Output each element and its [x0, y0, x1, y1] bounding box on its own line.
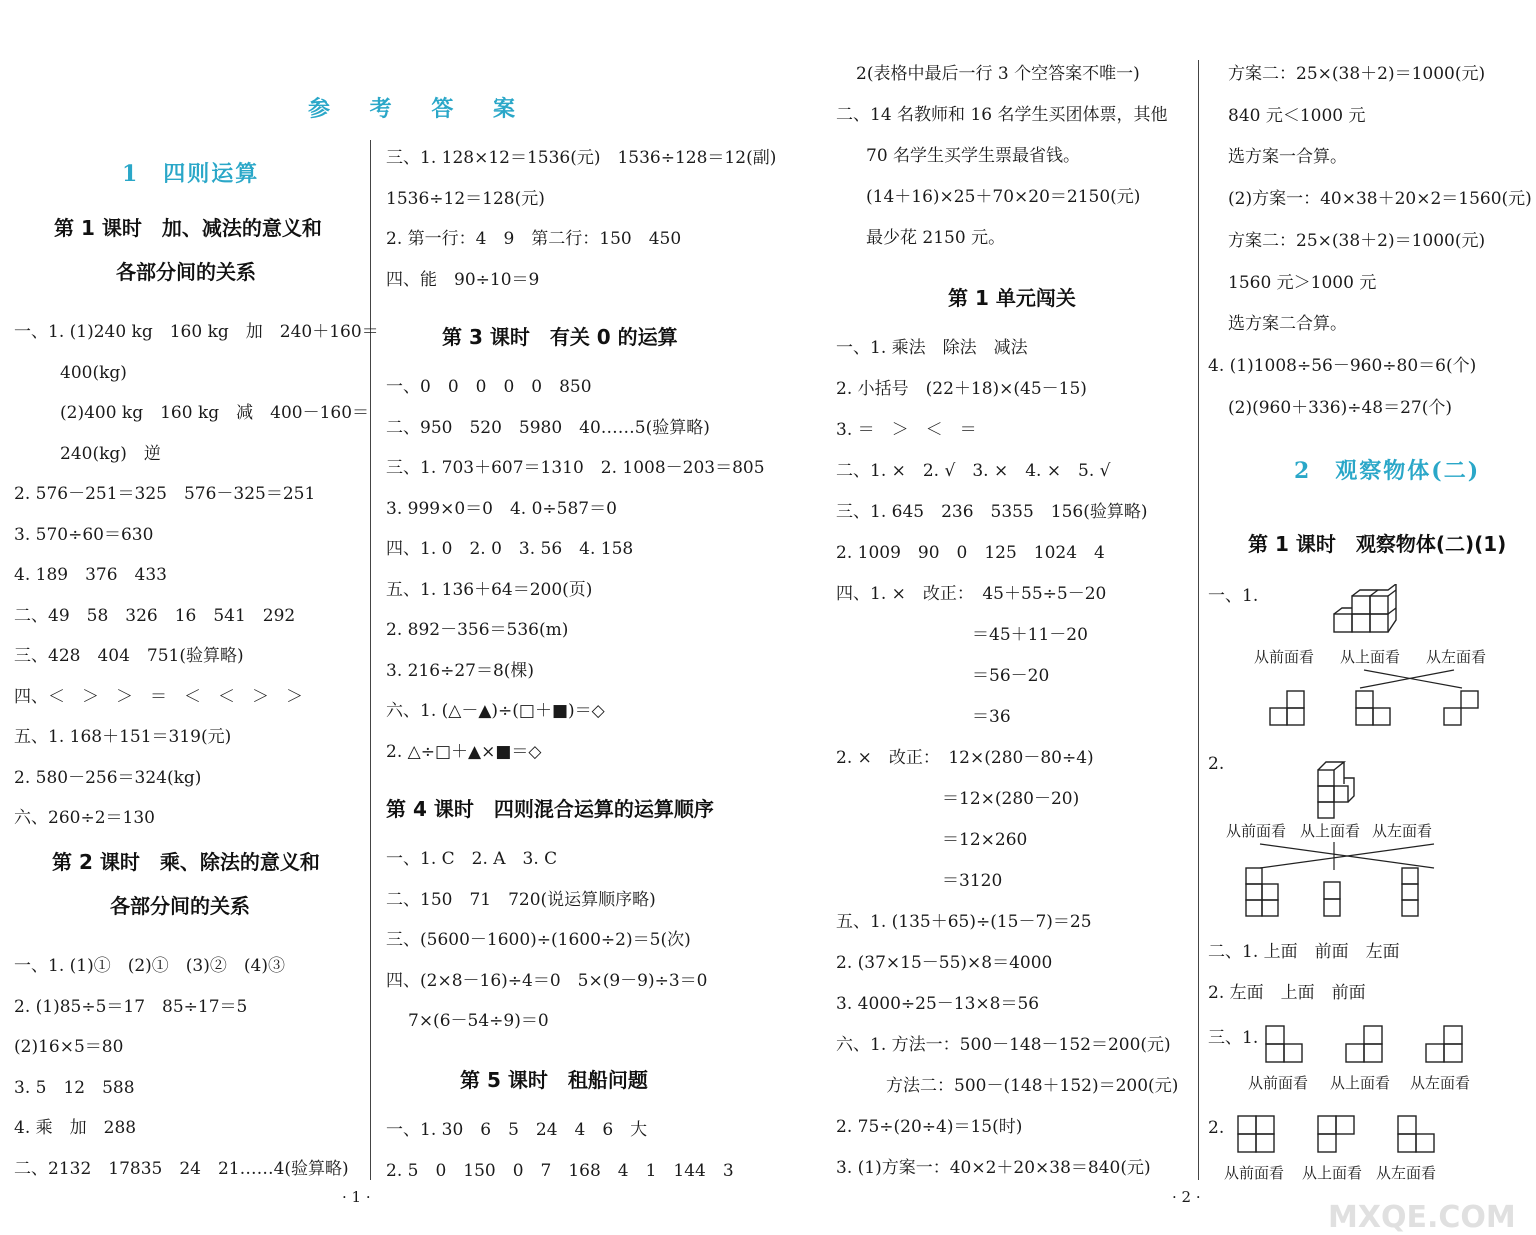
answer-line: 六、1. 方法一：500－148－152＝200(元): [836, 1035, 1171, 1055]
answer-line: 2. 892－356＝536(m): [386, 620, 569, 640]
answer-line: 2. 75÷(20÷4)＝15(时): [836, 1117, 1023, 1137]
watermark: MXQE.COM: [1328, 1200, 1516, 1235]
obs-question-3-2: 2.: [1208, 1118, 1225, 1138]
answer-line: 2. 小括号 (22＋18)×(45－15): [836, 379, 1087, 399]
left-view-shape-2: [1400, 866, 1424, 920]
answer-line: 2(表格中最后一行 3 个空答案不唯一): [856, 64, 1140, 84]
obs-question-1: 一、1.: [1208, 586, 1259, 606]
answer-line: 四、＜ ＞ ＞ ＝ ＜ ＜ ＞ ＞: [14, 686, 303, 707]
answer-line: ＝3120: [942, 871, 1003, 891]
answer-line: 最少花 2150 元。: [866, 228, 1006, 248]
answer-line: 3. 216÷27＝8(棵): [386, 660, 535, 681]
answer-line: 三、1. 645 236 5355 156(验算略): [836, 502, 1148, 522]
top-view-shape-4: [1316, 1114, 1360, 1158]
answer-line: 二、150 71 720(说运算顺序略): [386, 889, 656, 910]
answer-line: 二、49 58 326 16 541 292: [14, 605, 296, 626]
answer-line: 1560 元＞1000 元: [1228, 272, 1377, 293]
answer-line: 二、14 名教师和 16 名学生买团体票，其他: [836, 105, 1168, 125]
answer-line: ＝12×260: [942, 830, 1028, 850]
answer-line: 一、1. (1)240 kg 160 kg 加 240＋160＝: [14, 322, 379, 342]
answer-line: 2. 左面 上面 前面: [1208, 983, 1366, 1003]
column-divider: [370, 140, 371, 1180]
answer-line: 五、1. 136＋64＝200(页): [386, 579, 593, 600]
answer-line: 3. 4000÷25－13×8＝56: [836, 994, 1040, 1014]
answer-line: 三、1. 703＋607＝1310 2. 1008－203＝805: [386, 458, 765, 478]
answer-line: 4. 189 376 433: [14, 565, 167, 585]
answer-line: ＝12×(280－20): [942, 789, 1080, 809]
view-front-label: 从前面看: [1254, 648, 1315, 666]
lesson2-title: 第 2 课时 乘、除法的意义和: [52, 850, 320, 874]
front-view-shape-4: [1236, 1114, 1280, 1158]
page-number: · 2 ·: [1172, 1188, 1201, 1206]
view-front-label: 从前面看: [1248, 1074, 1309, 1092]
right-page: [768, 0, 1536, 1234]
front-view-shape-3: [1264, 1024, 1308, 1068]
answer-line: 840 元＜1000 元: [1228, 105, 1366, 126]
answer-line: 选方案一合算。: [1228, 147, 1347, 168]
answer-line: 1536÷12＝128(元): [386, 188, 545, 209]
lesson3-title: 第 3 课时 有关 0 的运算: [442, 325, 678, 349]
answer-line: 3. 570÷60＝630: [14, 524, 154, 545]
answer-line: 四、能 90÷10＝9: [386, 269, 540, 290]
cube-stack-figure-1: [1332, 584, 1402, 636]
lesson2-title-cont: 各部分间的关系: [110, 894, 250, 918]
answer-line: 方案二：25×(38＋2)＝1000(元): [1228, 64, 1486, 84]
answer-line: 3. ＝ ＞ ＜ ＝: [836, 420, 977, 440]
answer-line: 三、428 404 751(验算略): [14, 646, 244, 666]
answer-line: (2)16×5＝80: [14, 1037, 124, 1057]
answer-line: 2. 576－251＝325 576－325＝251: [14, 484, 316, 504]
answer-line: 四、(2×8－16)÷4＝0 5×(9－9)÷3＝0: [386, 970, 708, 991]
answer-line: 一、1. C 2. A 3. C: [386, 849, 558, 869]
top-view-shape-3: [1344, 1024, 1388, 1068]
answer-line: 五、1. 168＋151＝319(元): [14, 727, 232, 747]
front-view-shape-2: [1244, 866, 1284, 920]
lesson1-title: 第 1 课时 加、减法的意义和: [54, 216, 322, 240]
answer-line: 2. 580－256＝324(kg): [14, 767, 202, 788]
answer-line: 五、1. (135＋65)÷(15－7)＝25: [836, 912, 1092, 932]
answer-line: ＝36: [972, 707, 1011, 727]
answer-line: 70 名学生买学生票最省钱。: [866, 146, 1081, 166]
answer-line: 2. (1)85÷5＝17 85÷17＝5: [14, 996, 248, 1017]
view-top-label: 从上面看: [1340, 648, 1401, 666]
answer-line: 3. 999×0＝0 4. 0÷587＝0: [386, 498, 617, 519]
answer-line: 三、(5600－1600)÷(1600÷2)＝5(次): [386, 930, 691, 950]
answer-line: 二、1. × 2. √ 3. × 4. × 5. √: [836, 461, 1111, 481]
answer-line: 2. 5 0 150 0 7 168 4 1 144 3: [386, 1160, 734, 1181]
view-front-label: 从前面看: [1226, 822, 1287, 840]
top-view-shape-1: [1354, 688, 1394, 728]
cube-stack-figure-2: [1316, 754, 1356, 820]
left-view-shape-4: [1396, 1114, 1440, 1158]
answer-line: 7×(6－54÷9)＝0: [408, 1011, 549, 1031]
answer-line: 2. △÷□＋▲×■＝◇: [386, 741, 542, 762]
answer-line: 二、950 520 5980 40……5(验算略): [386, 417, 710, 438]
view-top-label: 从上面看: [1300, 822, 1361, 840]
answer-line: 2. (37×15－55)×8＝4000: [836, 953, 1053, 973]
answer-line: 400(kg): [60, 362, 127, 383]
answer-line: ＝56－20: [972, 666, 1050, 686]
answer-key-title: 参 考 答 案: [308, 96, 531, 122]
answer-line: 四、1. × 改正： 45＋55÷5－20: [836, 584, 1107, 604]
answer-line: (14＋16)×25＋70×20＝2150(元): [866, 187, 1141, 207]
view-top-label: 从上面看: [1302, 1164, 1363, 1182]
unit1-test-title: 第 1 单元闯关: [948, 286, 1076, 310]
view-front-label: 从前面看: [1224, 1164, 1285, 1182]
lesson-observe-title: 第 1 课时 观察物体(二)(1): [1248, 532, 1507, 556]
answer-line: 方案二：25×(38＋2)＝1000(元): [1228, 230, 1486, 251]
answer-line: 2. × 改正： 12×(280－80÷4): [836, 748, 1094, 768]
answer-line: 二、2132 17835 24 21……4(验算略): [14, 1158, 349, 1179]
lesson5-title: 第 5 课时 租船问题: [460, 1068, 648, 1092]
answer-line: 六、1. (△－▲)÷(□＋■)＝◇: [386, 701, 605, 721]
answer-line: (2)400 kg 160 kg 减 400－160＝: [60, 403, 370, 423]
answer-line: 一、1. 30 6 5 24 4 6 大: [386, 1120, 648, 1140]
answer-line: 4. (1)1008÷56－960÷80＝6(个): [1208, 355, 1477, 376]
view-left-label: 从左面看: [1372, 822, 1433, 840]
answer-line: 四、1. 0 2. 0 3. 56 4. 158: [386, 539, 634, 559]
left-view-shape-1: [1442, 688, 1482, 728]
answer-line: 2. 1009 90 0 125 1024 4: [836, 543, 1105, 563]
answer-line: 一、1. (1)① (2)① (3)② (4)③: [14, 956, 285, 976]
answer-line: 4. 乘 加 288: [14, 1118, 137, 1138]
answer-line: 240(kg) 逆: [60, 443, 161, 464]
answer-line: (2)方案一：40×38＋20×2＝1560(元): [1228, 189, 1532, 210]
front-view-shape-1: [1268, 688, 1308, 728]
unit1-heading: 1 四则运算: [122, 161, 260, 187]
answer-line: 3. (1)方案一：40×2＋20×38＝840(元): [836, 1158, 1151, 1178]
answer-line: 三、1. 128×12＝1536(元) 1536÷128＝12(副): [386, 148, 777, 168]
answer-line: 一、1. 乘法 除法 减法: [836, 338, 1028, 358]
answer-line: 一、0 0 0 0 0 850: [386, 377, 592, 397]
view-top-label: 从上面看: [1330, 1074, 1391, 1092]
lesson1-title-cont: 各部分间的关系: [116, 260, 256, 284]
left-view-shape-3: [1424, 1024, 1468, 1068]
view-left-label: 从左面看: [1410, 1074, 1471, 1092]
unit2-heading: 2 观察物体(二): [1294, 458, 1481, 484]
answer-line: ＝45＋11－20: [972, 625, 1088, 645]
answer-line: 3. 5 12 588: [14, 1077, 135, 1098]
answer-line: 方法二：500－(148＋152)＝200(元): [886, 1076, 1179, 1096]
answer-line: 二、1. 上面 前面 左面: [1208, 942, 1400, 962]
answer-line: 六、260÷2＝130: [14, 808, 155, 828]
answer-line: (2)(960＋336)÷48＝27(个): [1228, 397, 1453, 418]
view-left-label: 从左面看: [1376, 1164, 1437, 1182]
answer-line: 2. 第一行：4 9 第二行：150 450: [386, 229, 682, 249]
view-left-label: 从左面看: [1426, 648, 1487, 666]
page-number: · 1 ·: [342, 1188, 371, 1206]
lesson4-title: 第 4 课时 四则混合运算的运算顺序: [386, 797, 714, 821]
obs-question-2: 2.: [1208, 754, 1225, 774]
obs-question-3-1: 三、1.: [1208, 1028, 1259, 1048]
column-divider: [1198, 60, 1199, 1180]
top-view-shape-2: [1322, 880, 1346, 920]
answer-line: 选方案二合算。: [1228, 314, 1347, 335]
